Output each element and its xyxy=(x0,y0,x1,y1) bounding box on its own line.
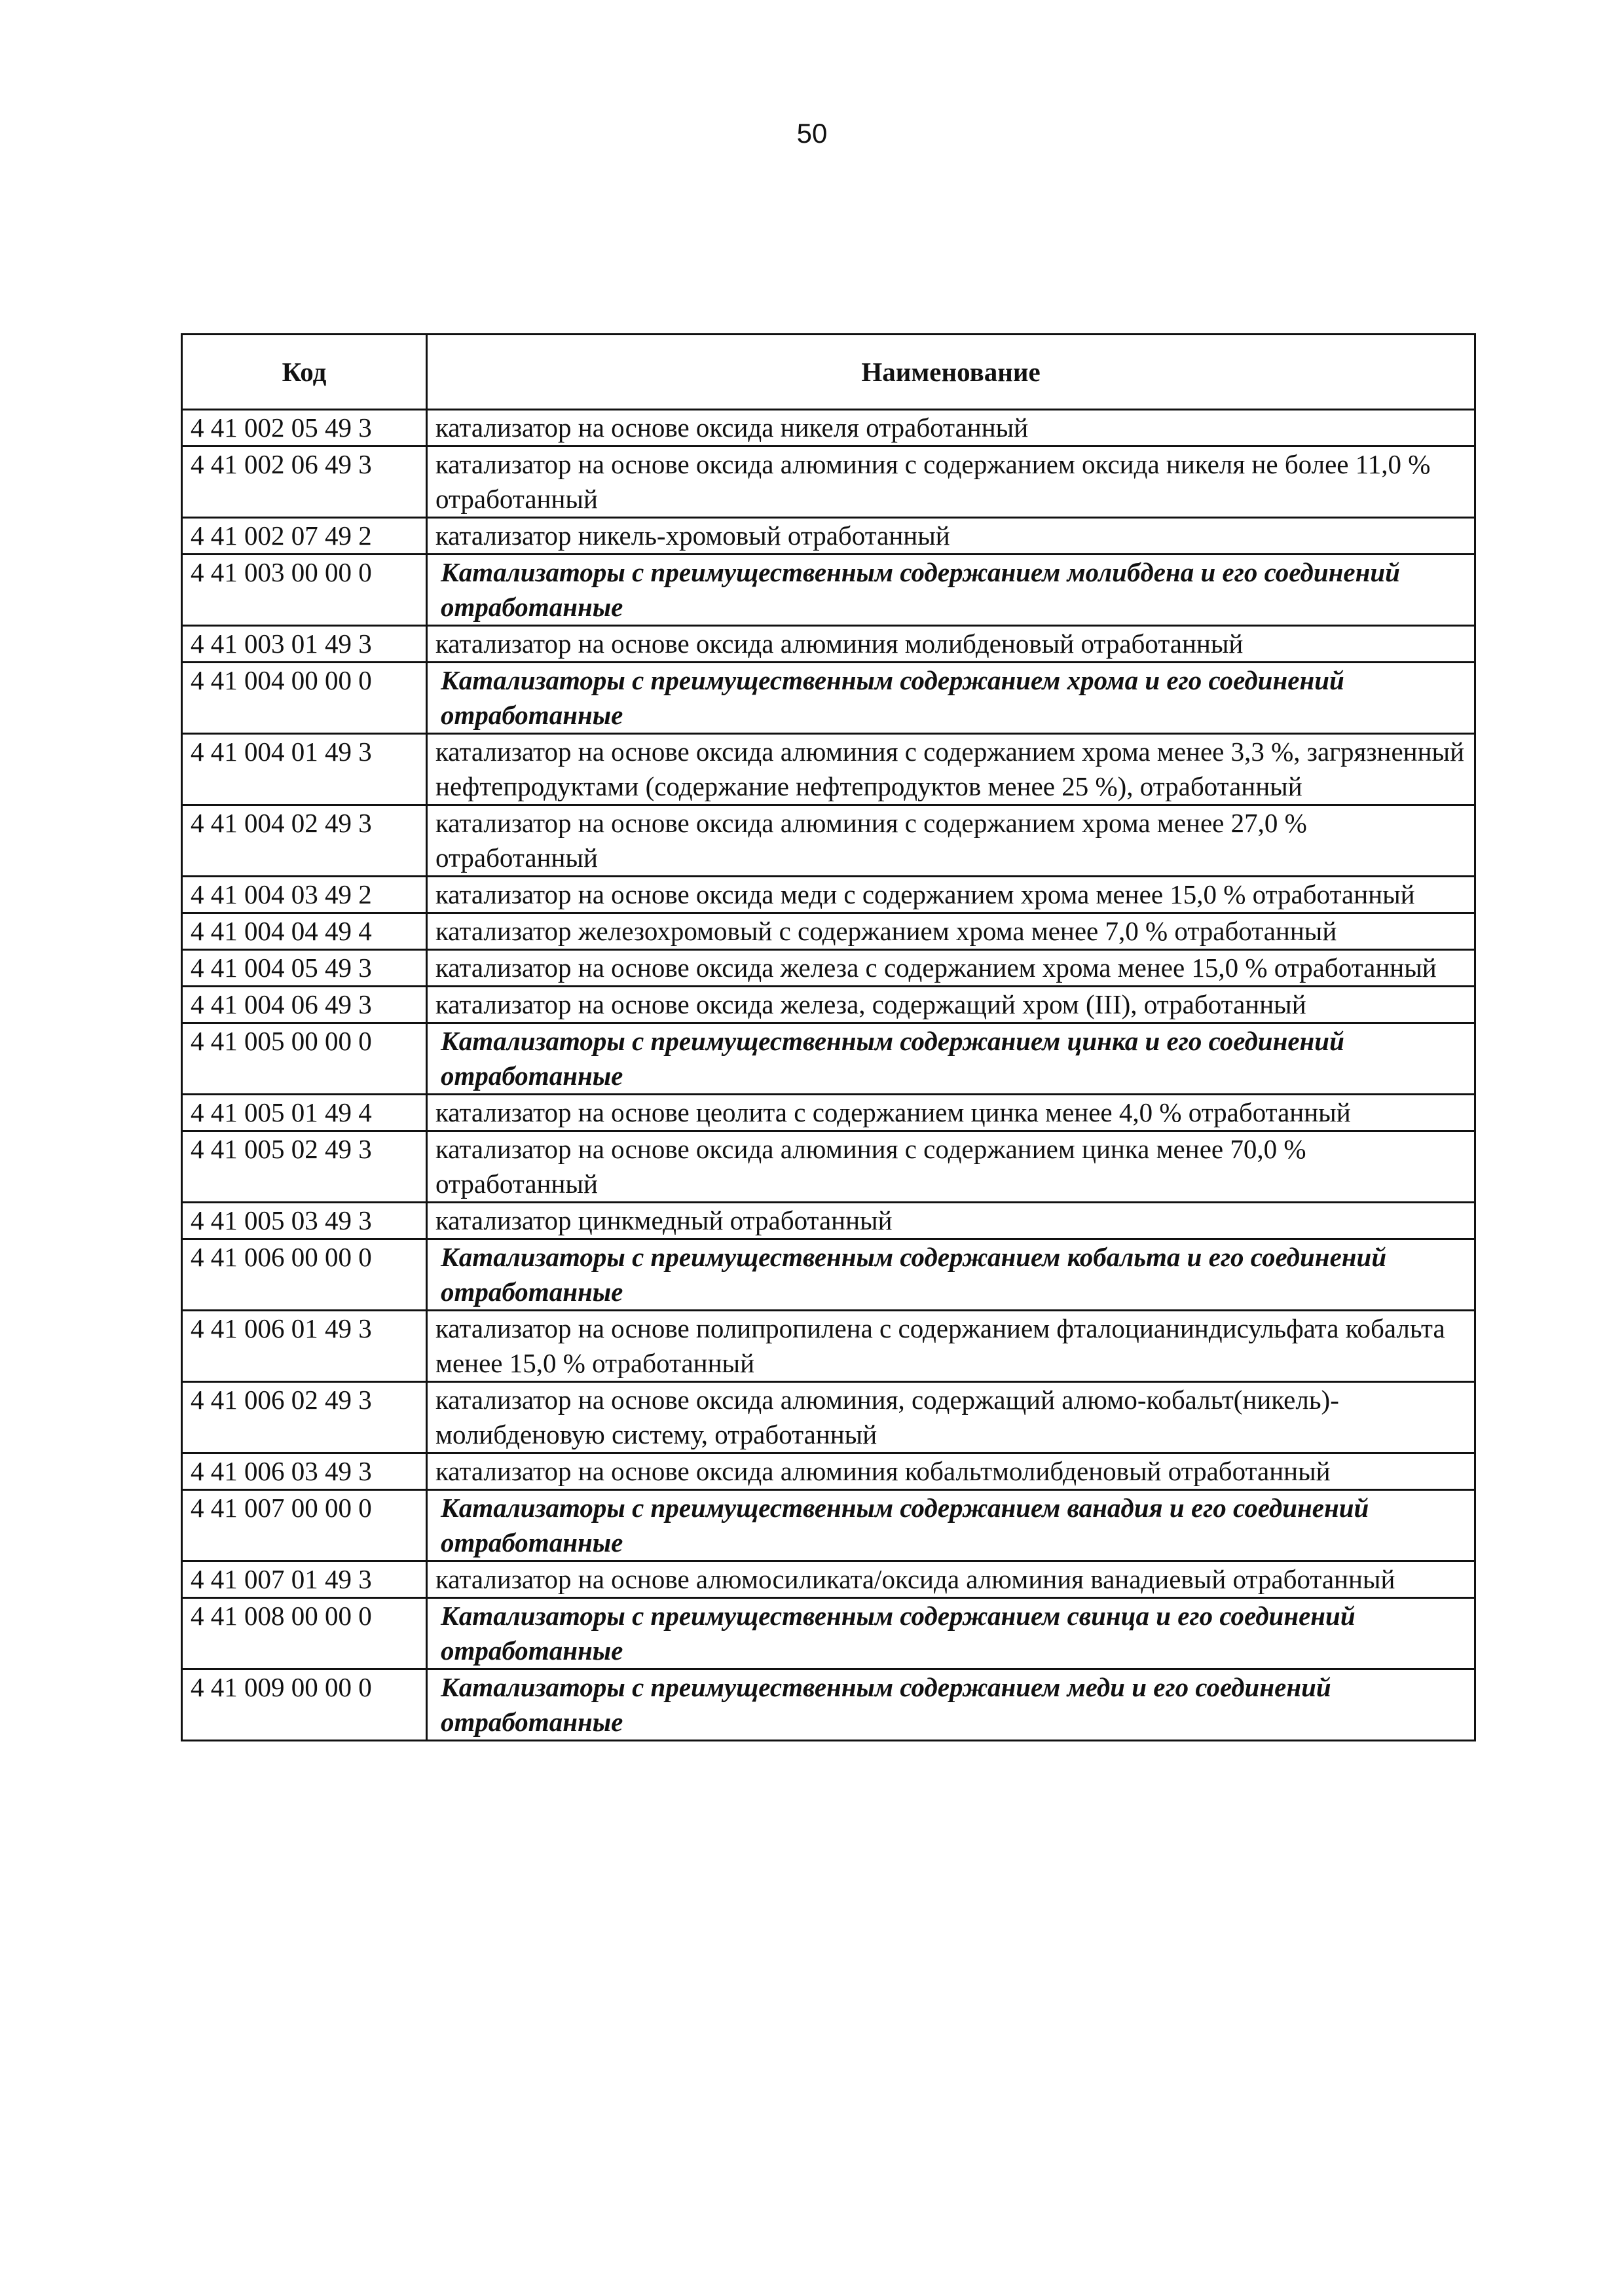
row-code: 4 41 004 00 00 0 xyxy=(182,663,427,734)
row-code: 4 41 003 00 00 0 xyxy=(182,555,427,626)
row-name: катализатор на основе оксида алюминия с содержанием цинка менее 70,0 % отработанный xyxy=(427,1131,1475,1203)
row-name: катализатор на основе оксида железа с содержанием хрома менее 15,0 % отработанный xyxy=(427,950,1475,987)
table-row xyxy=(182,1561,1475,1598)
table-row xyxy=(182,518,1475,555)
row-name: катализатор на основе оксида алюминия с содержанием хрома менее 27,0 % отработанный xyxy=(427,805,1475,877)
row-name: катализатор на основе оксида никеля отработанный xyxy=(427,410,1475,446)
group-row xyxy=(182,1669,1475,1741)
table-row xyxy=(182,446,1475,518)
table-row xyxy=(182,987,1475,1023)
row-code: 4 41 002 05 49 3 xyxy=(182,410,427,446)
row-code: 4 41 002 06 49 3 xyxy=(182,446,427,518)
table-row xyxy=(182,1382,1475,1453)
row-code: 4 41 004 06 49 3 xyxy=(182,987,427,1023)
table-row xyxy=(182,1203,1475,1239)
row-code: 4 41 008 00 00 0 xyxy=(182,1598,427,1669)
header-code: Код xyxy=(182,335,427,410)
group-row xyxy=(182,1490,1475,1561)
row-code: 4 41 004 02 49 3 xyxy=(182,805,427,877)
table-row xyxy=(182,626,1475,663)
group-row xyxy=(182,1239,1475,1311)
group-row xyxy=(182,1023,1475,1095)
row-name: катализатор на основе оксида алюминия молибденовый отработанный xyxy=(427,626,1475,663)
row-code: 4 41 003 01 49 3 xyxy=(182,626,427,663)
row-code: 4 41 004 05 49 3 xyxy=(182,950,427,987)
row-code: 4 41 004 03 49 2 xyxy=(182,877,427,913)
page-number: 50 xyxy=(796,118,828,149)
group-name: Катализаторы с преимущественным содержанием хрома и его соединений отработанные xyxy=(427,663,1475,734)
row-code: 4 41 004 01 49 3 xyxy=(182,734,427,805)
row-name: катализатор на основе оксида алюминия с содержанием хрома менее 3,3 %, загрязненный нефтепродуктами (содержание нефтепродуктов менее 25 %), отработанный xyxy=(427,734,1475,805)
group-row xyxy=(182,1598,1475,1669)
row-name: катализатор на основе оксида железа, содержащий хром (III), отработанный xyxy=(427,987,1475,1023)
row-code: 4 41 002 07 49 2 xyxy=(182,518,427,555)
group-name: Катализаторы с преимущественным содержанием меди и его соединений отработанные xyxy=(427,1669,1475,1741)
row-name: катализатор на основе оксида меди с содержанием хрома менее 15,0 % отработанный xyxy=(427,877,1475,913)
row-name: катализатор на основе полипропилена с содержанием фталоцианиндисульфата кобальта менее 15,0 % отработанный xyxy=(427,1311,1475,1382)
row-name: катализатор на основе алюмосиликата/оксида алюминия ванадиевый отработанный xyxy=(427,1561,1475,1598)
group-row xyxy=(182,555,1475,626)
table-row xyxy=(182,877,1475,913)
row-code: 4 41 007 00 00 0 xyxy=(182,1490,427,1561)
group-name: Катализаторы с преимущественным содержанием цинка и его соединений отработанные xyxy=(427,1023,1475,1095)
group-name: Катализаторы с преимущественным содержанием кобальта и его соединений отработанные xyxy=(427,1239,1475,1311)
waste-code-table xyxy=(181,333,1476,1741)
table-header-row xyxy=(182,335,1475,410)
table-row xyxy=(182,1453,1475,1490)
group-name: Катализаторы с преимущественным содержанием свинца и его соединений отработанные xyxy=(427,1598,1475,1669)
row-name: катализатор цинкмедный отработанный xyxy=(427,1203,1475,1239)
row-name: катализатор на основе оксида алюминия с содержанием оксида никеля не более 11,0 % отработанный xyxy=(427,446,1475,518)
row-code: 4 41 004 04 49 4 xyxy=(182,913,427,950)
row-name: катализатор на основе оксида алюминия кобальтмолибденовый отработанный xyxy=(427,1453,1475,1490)
row-name: катализатор никель-хромовый отработанный xyxy=(427,518,1475,555)
table-row xyxy=(182,1311,1475,1382)
table-body xyxy=(182,410,1475,1741)
row-code: 4 41 006 01 49 3 xyxy=(182,1311,427,1382)
table-row xyxy=(182,1095,1475,1131)
table-row xyxy=(182,913,1475,950)
row-code: 4 41 005 00 00 0 xyxy=(182,1023,427,1095)
table-row xyxy=(182,734,1475,805)
row-code: 4 41 007 01 49 3 xyxy=(182,1561,427,1598)
table-row xyxy=(182,1131,1475,1203)
row-name: катализатор на основе оксида алюминия, содержащий алюмо-кобальт(никель)-молибденовую систему, отработанный xyxy=(427,1382,1475,1453)
table-row xyxy=(182,410,1475,446)
row-code: 4 41 005 03 49 3 xyxy=(182,1203,427,1239)
group-name: Катализаторы с преимущественным содержанием ванадия и его соединений отработанные xyxy=(427,1490,1475,1561)
row-name: катализатор железохромовый с содержанием хрома менее 7,0 % отработанный xyxy=(427,913,1475,950)
row-code: 4 41 006 03 49 3 xyxy=(182,1453,427,1490)
row-code: 4 41 009 00 00 0 xyxy=(182,1669,427,1741)
table-row xyxy=(182,805,1475,877)
row-name: катализатор на основе цеолита с содержанием цинка менее 4,0 % отработанный xyxy=(427,1095,1475,1131)
row-code: 4 41 006 02 49 3 xyxy=(182,1382,427,1453)
row-code: 4 41 005 02 49 3 xyxy=(182,1131,427,1203)
header-name: Наименование xyxy=(427,335,1475,410)
group-row xyxy=(182,663,1475,734)
table-row xyxy=(182,950,1475,987)
group-name: Катализаторы с преимущественным содержанием молибдена и его соединений отработанные xyxy=(427,555,1475,626)
row-code: 4 41 006 00 00 0 xyxy=(182,1239,427,1311)
row-code: 4 41 005 01 49 4 xyxy=(182,1095,427,1131)
